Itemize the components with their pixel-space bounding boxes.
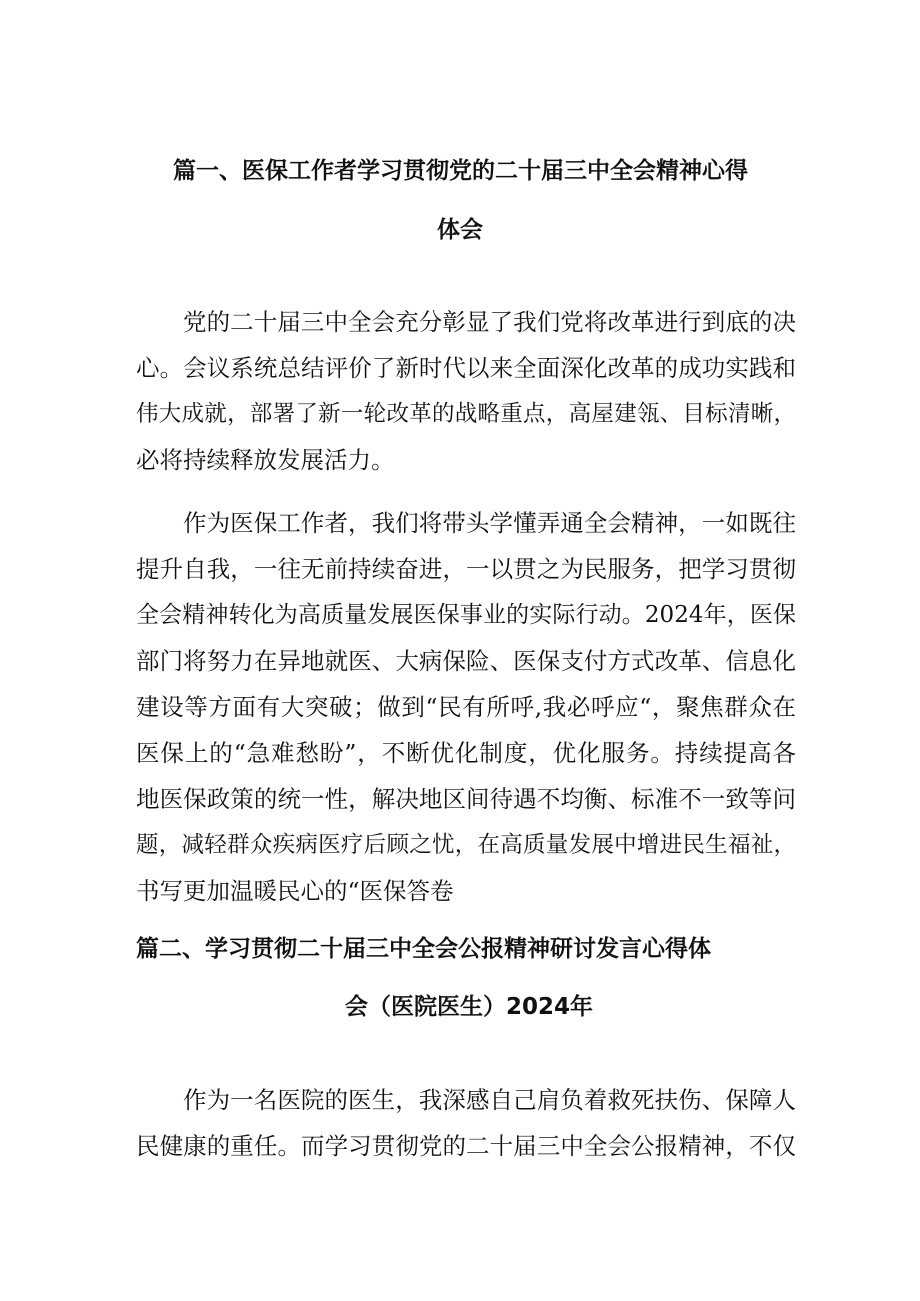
paragraph-line: 伟大成就，部署了新一轮改革的战略重点，高屋建瓴、目标清晰，	[136, 401, 796, 427]
paragraph-line: 部门将努力在异地就医、大病保险、医保支付方式改革、信息化	[136, 647, 796, 675]
section2-title-line2: 会（医院医生）2024年	[345, 994, 594, 1020]
paragraph-line: 党的二十届三中全会充分彰显了我们党将改革进行到底的决	[183, 308, 796, 336]
paragraph-line: 全会精神转化为高质量发展医保事业的实际行动。2024年，医保	[136, 602, 796, 628]
paragraph-line: 书写更加温暖民心的“医保答卷	[136, 877, 454, 905]
paragraph-line: 医保上的“急难愁盼”，不断优化制度，优化服务。持续提高各	[136, 739, 796, 767]
paragraph-line: 建设等方面有大突破；做到“民有所呼,我必呼应“，聚焦群众在	[136, 693, 796, 721]
section2-title-line1: 篇二、学习贯彻二十届三中全会公报精神研讨发言心得体	[136, 936, 711, 962]
section1-title-line2: 体会	[437, 217, 483, 243]
paragraph-line: 作为一名医院的医生，我深感自己肩负着救死扶伤、保障人	[183, 1086, 796, 1114]
paragraph-line: 民健康的重任。而学习贯彻党的二十届三中全会公报精神，不仅	[136, 1132, 796, 1160]
paragraph-line: 作为医保工作者，我们将带头学懂弄通全会精神，一如既往	[183, 509, 796, 537]
paragraph-line: 地医保政策的统一性，解决地区间待遇不均衡、标准不一致等问	[136, 785, 796, 813]
paragraph-line: 必将持续释放发展活力。	[136, 446, 395, 474]
section1-title-line1: 篇一、医保工作者学习贯彻党的二十届三中全会精神心得	[173, 158, 748, 184]
paragraph-line: 提升自我，一往无前持续奋进，一以贯之为民服务，把学习贯彻	[136, 555, 796, 583]
paragraph-line: 题，减轻群众疾病医疗后顾之忧，在高质量发展中增进民生福祉，	[136, 832, 796, 858]
paragraph-line: 心。会议系统总结评价了新时代以来全面深化改革的成功实践和	[136, 354, 796, 382]
